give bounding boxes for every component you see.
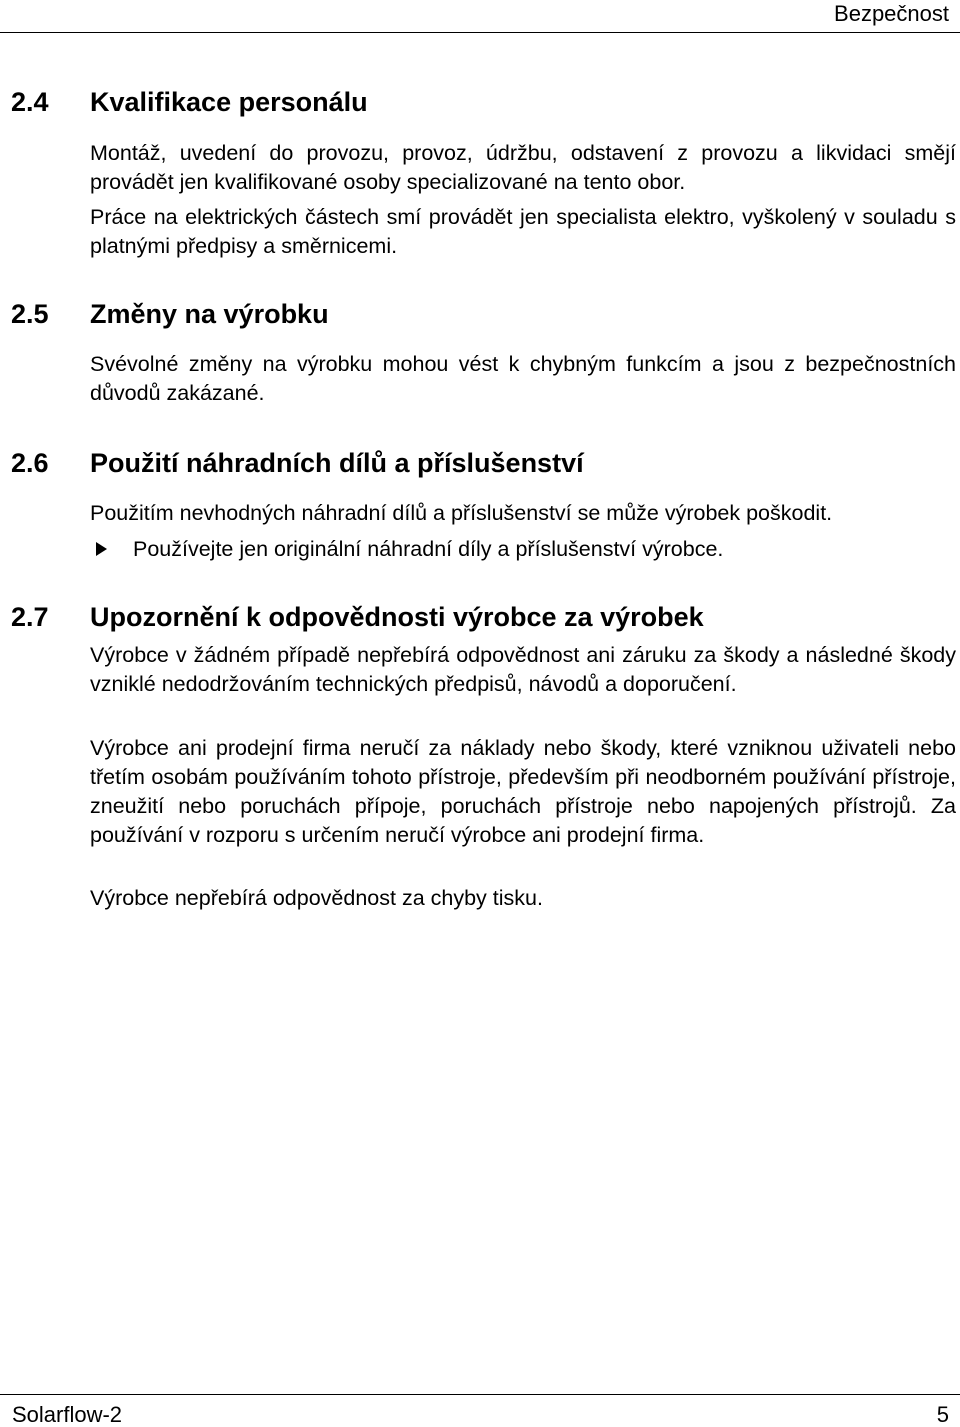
section-2-7-number: 2.7	[11, 602, 49, 632]
section-2-5-paragraph-1: Svévolné změny na výrobku mohou vést k chybným funkcím a jsou z bezpečnostních důvodů zakázané.	[90, 352, 956, 405]
section-2-5-title: Změny na výrobku	[90, 299, 329, 329]
section-2-4-title: Kvalifikace personálu	[90, 87, 368, 117]
section-2-4-number: 2.4	[11, 87, 49, 117]
section-2-6-bullet-text: Používejte jen originální náhradní díly a příslušenství výrobce.	[133, 537, 724, 561]
section-2-7-paragraph-1: Výrobce v žádném případě nepřebírá odpovědnost ani záruku za škody a následné škody vzniklé nedodržováním technických předpisů, návodů a doporučení.	[90, 643, 956, 696]
section-2-6-title: Použití náhradních dílů a příslušenství	[90, 448, 584, 478]
footer-divider	[0, 1394, 960, 1395]
section-2-7-paragraph-3: Výrobce nepřebírá odpovědnost za chyby tisku.	[90, 886, 543, 910]
section-2-6-paragraph-1: Použitím nevhodných náhradní dílů a příslušenství se může výrobek poškodit.	[90, 501, 833, 525]
section-2-7-paragraph-2: Výrobce ani prodejní firma neručí za náklady nebo škody, které vzniknou uživateli nebo třetím osobám používáním tohoto přístroje, především při neodborném používání přístroje, zneužití nebo poruchách přípoje, poruchách přístroje nebo napojených přístrojů. Za používání v rozporu s určením neručí výrobce ani prodejní firma.	[90, 736, 956, 847]
page-header-title: Bezpečnost	[834, 1, 949, 26]
header-divider	[0, 32, 960, 33]
footer-page-number: 5	[936, 1402, 949, 1427]
section-2-4-paragraph-1: Montáž, uvedení do provozu, provoz, údržbu, odstavení z provozu a likvidaci smějí provádět jen kvalifikované osoby specializované na tento obor.	[90, 141, 956, 194]
section-2-4-paragraph-2: Práce na elektrických částech smí provádět jen specialista elektro, vyškolený v souladu s platnými předpisy a směrnicemi.	[90, 205, 956, 258]
footer-product-name: Solarflow-2	[12, 1402, 123, 1427]
bullet-arrow-icon	[96, 542, 107, 556]
section-2-7-title: Upozornění k odpovědnosti výrobce za výrobek	[90, 602, 704, 632]
section-2-6-number: 2.6	[11, 448, 49, 478]
section-2-5-number: 2.5	[11, 299, 49, 329]
